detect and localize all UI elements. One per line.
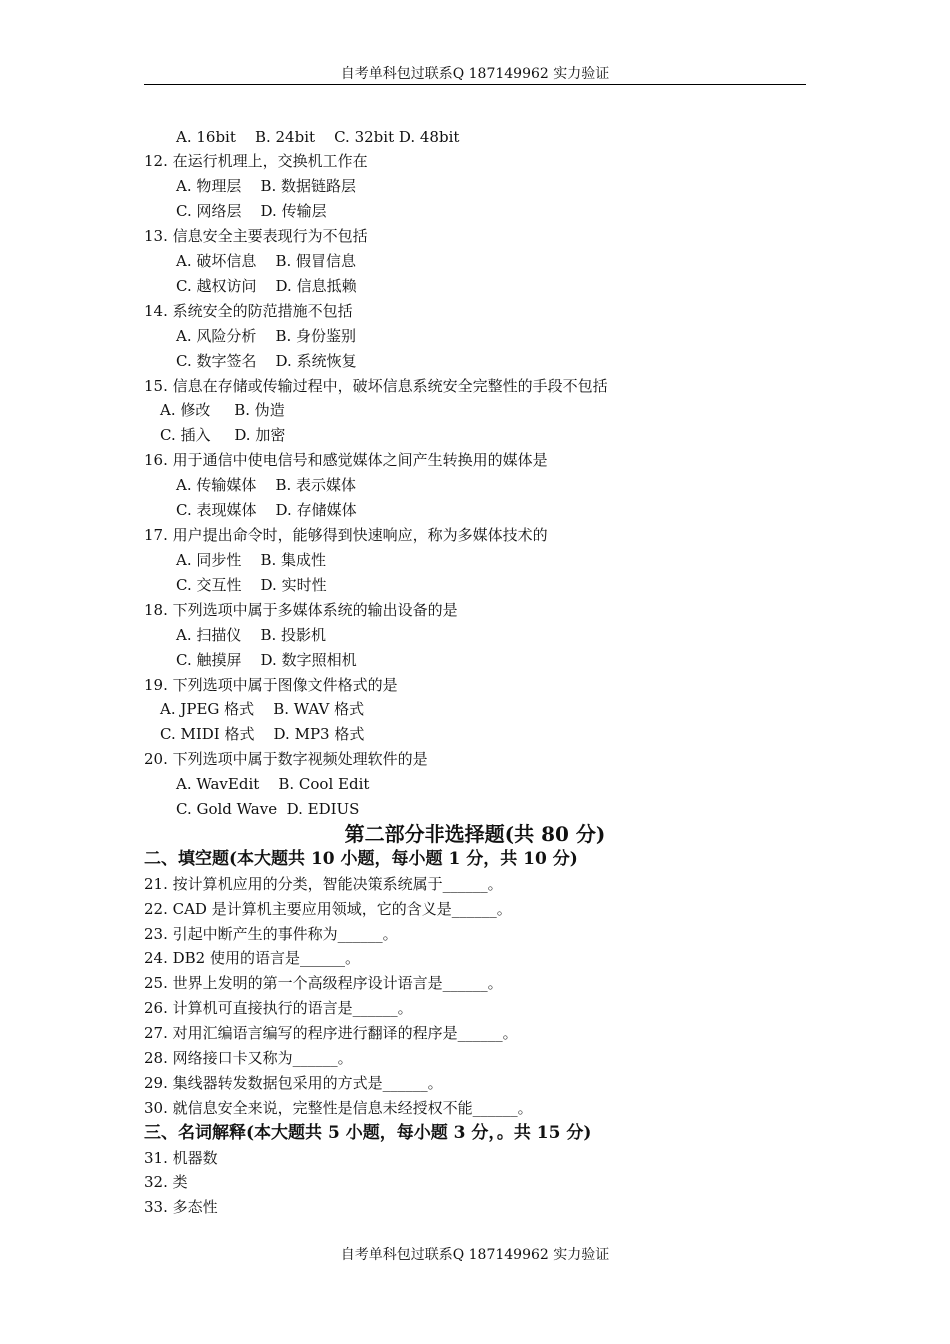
q17-options-ab: A. 同步性 B. 集成性: [176, 551, 327, 569]
q20-options-ab: A. WavEdit B. Cool Edit: [176, 775, 370, 793]
q14-stem: 14. 系统安全的防范措施不包括: [144, 302, 353, 320]
q12-options-ab: A. 物理层 B. 数据链路层: [176, 177, 357, 195]
fill-item-21: 21. 按计算机应用的分类，智能决策系统属于______。: [144, 875, 503, 893]
q20-stem: 20. 下列选项中属于数字视频处理软件的是: [144, 750, 428, 768]
q17-options-cd: C. 交互性 D. 实时性: [176, 576, 327, 594]
q20-options-cd: C. Gold Wave D. EDIUS: [176, 800, 360, 818]
section2-title: 二、填空题(本大题共 10 小题，每小题 1 分，共 10 分): [144, 849, 578, 869]
header-rule: [144, 84, 806, 85]
term-item-32: 32. 类: [144, 1173, 188, 1191]
q12-options-cd: C. 网络层 D. 传输层: [176, 202, 327, 220]
fill-item-24: 24. DB2 使用的语言是______。: [144, 949, 360, 967]
page-header: 自考单科包过联系Q 187149962 实力验证: [340, 66, 610, 82]
part2-title: 第二部分非选择题(共 80 分): [344, 822, 606, 846]
q14-options-cd: C. 数字签名 D. 系统恢复: [176, 352, 357, 370]
q15-options-ab: A. 修改 B. 伪造: [160, 401, 285, 419]
q15-stem: 15. 信息在存储或传输过程中，破坏信息系统安全完整性的手段不包括: [144, 377, 608, 395]
fill-item-25: 25. 世界上发明的第一个高级程序设计语言是______。: [144, 974, 503, 992]
q11-options: A. 16bit B. 24bit C. 32bit D. 48bit: [176, 128, 460, 146]
q15-options-cd: C. 插入 D. 加密: [160, 426, 286, 444]
q16-options-ab: A. 传输媒体 B. 表示媒体: [176, 476, 357, 494]
fill-item-26: 26. 计算机可直接执行的语言是______。: [144, 999, 413, 1017]
fill-item-30: 30. 就信息安全来说，完整性是信息未经授权不能______。: [144, 1099, 533, 1117]
q12-stem: 12. 在运行机理上，交换机工作在: [144, 152, 368, 170]
q13-options-cd: C. 越权访问 D. 信息抵赖: [176, 277, 357, 295]
fill-item-23: 23. 引起中断产生的事件称为______。: [144, 925, 398, 943]
q14-options-ab: A. 风险分析 B. 身份鉴别: [176, 327, 357, 345]
fill-item-22: 22. CAD 是计算机主要应用领域，它的含义是______。: [144, 900, 512, 918]
q19-stem: 19. 下列选项中属于图像文件格式的是: [144, 676, 398, 694]
q19-options-cd: C. MIDI 格式 D. MP3 格式: [160, 725, 365, 743]
section3-title: 三、名词解释(本大题共 5 小题，每小题 3 分，。共 15 分): [144, 1123, 592, 1143]
q13-stem: 13. 信息安全主要表现行为不包括: [144, 227, 368, 245]
fill-item-28: 28. 网络接口卡又称为______。: [144, 1049, 353, 1067]
q18-stem: 18. 下列选项中属于多媒体系统的输出设备的是: [144, 601, 458, 619]
q13-options-ab: A. 破坏信息 B. 假冒信息: [176, 252, 357, 270]
q16-options-cd: C. 表现媒体 D. 存储媒体: [176, 501, 357, 519]
q18-options-ab: A. 扫描仪 B. 投影机: [176, 626, 327, 644]
fill-item-27: 27. 对用汇编语言编写的程序进行翻译的程序是______。: [144, 1024, 518, 1042]
q16-stem: 16. 用于通信中使电信号和感觉媒体之间产生转换用的媒体是: [144, 451, 548, 469]
term-item-33: 33. 多态性: [144, 1198, 218, 1216]
q19-options-ab: A. JPEG 格式 B. WAV 格式: [160, 700, 365, 718]
fill-item-29: 29. 集线器转发数据包采用的方式是______。: [144, 1074, 443, 1092]
q18-options-cd: C. 触摸屏 D. 数字照相机: [176, 651, 357, 669]
term-item-31: 31. 机器数: [144, 1149, 218, 1167]
page-footer: 自考单科包过联系Q 187149962 实力验证: [340, 1247, 610, 1263]
q17-stem: 17. 用户提出命令时，能够得到快速响应，称为多媒体技术的: [144, 526, 548, 544]
